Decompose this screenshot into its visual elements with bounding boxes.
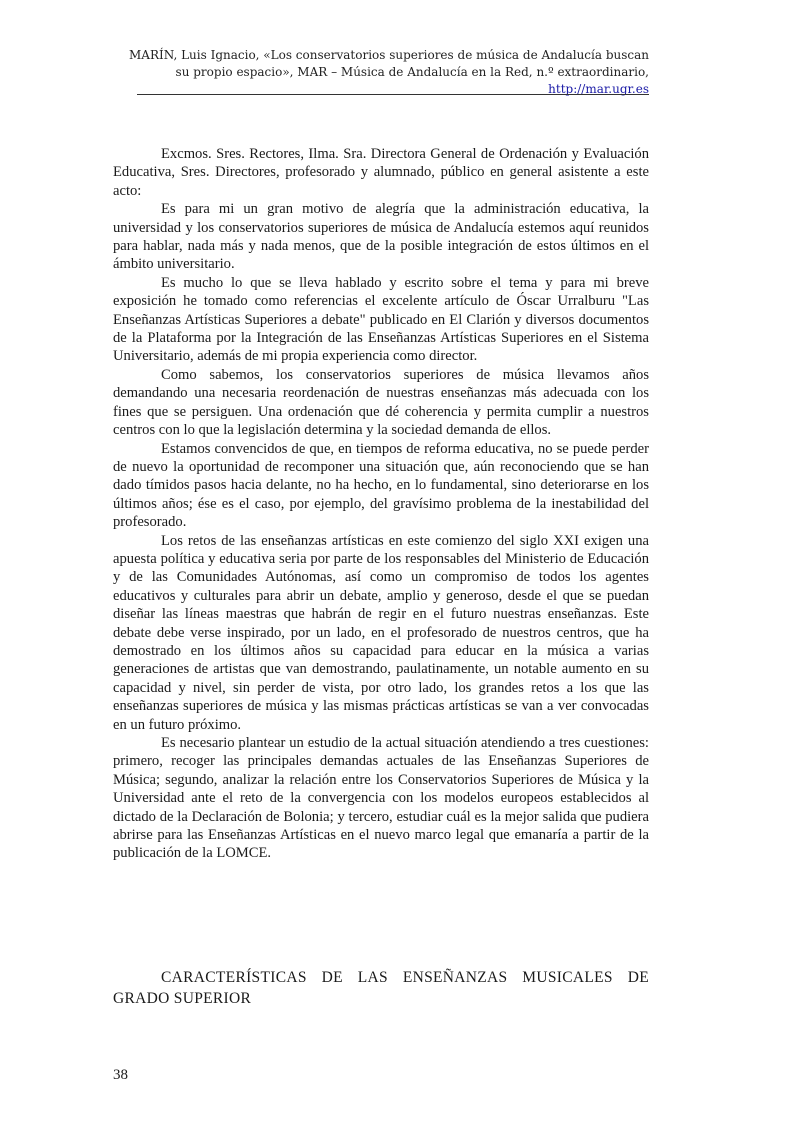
header-link[interactable]: http://mar.ugr.es bbox=[548, 82, 649, 96]
running-header bbox=[113, 47, 649, 98]
paragraph: Es para mi un gran motivo de alegría que la administración educativa, la universidad y los conservatorios superiores de música de Andalucía estemos aquí reunidos para hablar, nada más y nada menos, que de la posible integración de estos últimos en el ámbito universitario. bbox=[113, 201, 649, 273]
section-heading: CARACTERÍSTICAS DE LAS ENSEÑANZAS MUSICALES DE GRADO SUPERIOR bbox=[113, 969, 649, 1007]
paragraph: Es necesario plantear un estudio de la actual situación atendiendo a tres cuestiones: primero, recoger las principales demandas actuales de las Enseñanzas Superiores de Música; segundo, analizar la relación entre los Conservatorios Superiores de Música y la Universidad ante el reto de la convergencia con los modelos europeos establecidos al dictado de la Declaración de Bolonia; y tercero, estudiar cuál es la mejor salida que pudiera abrirse para las Enseñanzas Artísticas en el nuevo marco legal que emanaría a partir de la publicación de la LOMCE. bbox=[113, 735, 649, 862]
paragraph: Es mucho lo que se lleva hablado y escrito sobre el tema y para mi breve exposición he tomado como referencias el excelente artículo de Óscar Urralburu "Las Enseñanzas Artísticas Superiores a debate" publicado en El Clarión y diversos documentos de la Plataforma por la Integración de las Enseñanzas Artísticas Superiores en el Sistema Universitario, además de mi propia experiencia como director. bbox=[113, 274, 649, 365]
paragraph: Los retos de las enseñanzas artísticas en este comienzo del siglo XXI exigen una apuesta política y educativa seria por parte de los responsables del Ministerio de Educación y de las Comunidades Autónomas, así como un compromiso de todos los agentes educativos y culturales para abrir un debate, amplio y generoso, desde el que se puedan diseñar las líneas maestras que habrán de regir en el futuro nuestras enseñanzas. Este debate debe verse inspirado, por un lado, en el profesorado de nuestros centros, que ha demostrado en los últimos años su capacidad para educar en la música a varias generaciones de artistas que van demostrando, paulatinamente, un notable aumento en su capacidad y nivel, sin perder de vista, por otro lado, los grandes retos a los que las enseñanzas superiores de música y las mismas prácticas artísticas se van a ver convocadas en un futuro próximo. bbox=[113, 532, 649, 733]
paragraph: Como sabemos, los conservatorios superiores de música llevamos años demandando una necesaria reordenación de nuestras enseñanzas más adecuada con los fines que se persiguen. Una ordenación que dé coherencia y permita cumplir a nuestros centros con lo que la legislación determina y la sociedad demanda de ellos. bbox=[113, 366, 649, 439]
header-rule bbox=[137, 94, 649, 95]
paragraph: Estamos convencidos de que, en tiempos de reforma educativa, no se puede perder de nuevo la oportunidad de recomponer una situación que, aún reconociendo que se han dado tímidos pasos hacia delante, no ha hecho, en lo fundamental, sino deteriorarse en los últimos años; ése es el caso, por ejemplo, del gravísimo problema de la inestabilidad del profesorado. bbox=[113, 440, 649, 531]
page-number: 38 bbox=[113, 1067, 128, 1083]
body-text bbox=[113, 145, 649, 863]
paragraph: Excmos. Sres. Rectores, Ilma. Sra. Directora General de Ordenación y Evaluación Educativa, Sres. Directores, profesorado y alumnado, público en general asistente a este acto: bbox=[113, 146, 649, 199]
header-citation: MARÍN, Luis Ignacio, «Los conservatorios superiores de música de Andalucía buscan su propio espacio», MAR – Música de Andalucía en la Red, n.º extraordinario, bbox=[128, 48, 649, 79]
